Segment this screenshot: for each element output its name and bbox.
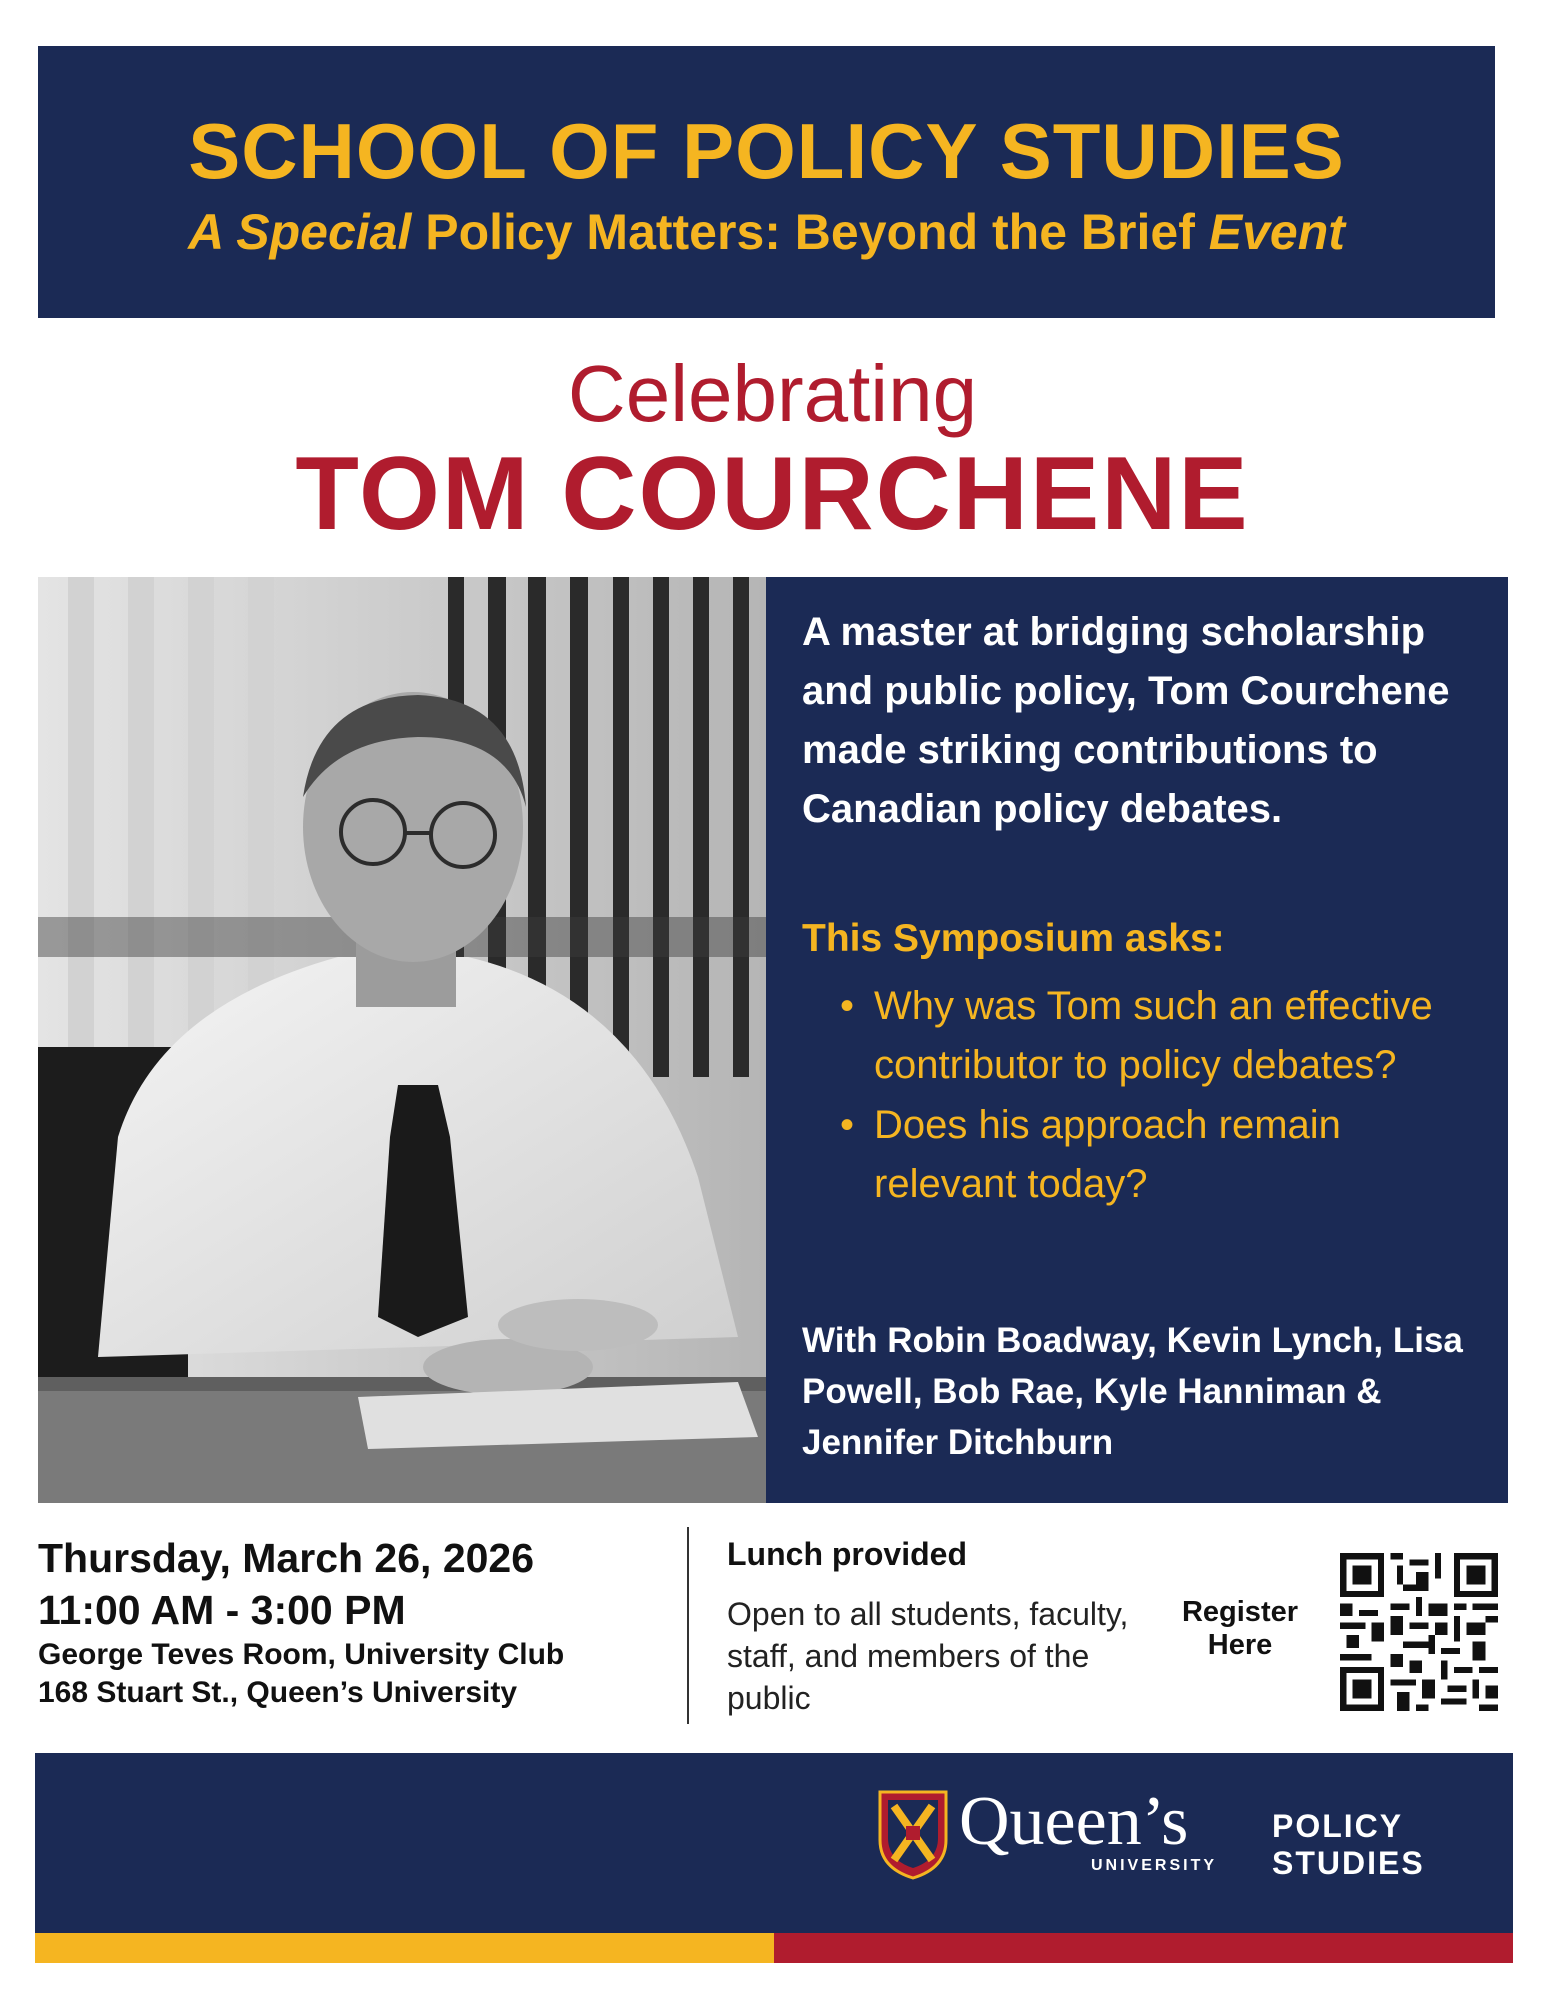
red-stripe: [774, 1933, 1513, 1963]
list-item: [802, 1096, 1482, 1214]
university-label: UNIVERSITY: [1091, 1857, 1218, 1874]
bullet-icon: •: [840, 984, 855, 1028]
header-title: SCHOOL OF POLICY STUDIES: [188, 107, 1345, 195]
subtitle-series: Policy Matters: Beyond the Brief: [411, 204, 1209, 260]
celebrating-heading: Celebrating: [567, 349, 978, 438]
subtitle-event: Event: [1208, 204, 1345, 260]
portrait-photo: [38, 577, 766, 1503]
queens-wordmark: Queen’s: [959, 1783, 1189, 1860]
asks-heading: This Symposium asks:: [802, 917, 1225, 960]
unit-name-line2: STUDIES: [1272, 1845, 1425, 1881]
qr-code-icon[interactable]: [1340, 1553, 1498, 1711]
list-item: [802, 977, 1482, 1095]
crest-icon: [878, 1790, 948, 1880]
event-address: 168 Stuart St., Queen’s University: [38, 1676, 518, 1709]
header-subtitle: [38, 203, 1495, 261]
gold-stripe: [35, 1933, 774, 1963]
lunch-note: Lunch provided: [727, 1536, 967, 1572]
bullet-icon: •: [840, 1103, 855, 1147]
footer-banner: [35, 1753, 1513, 1933]
speakers-text: With Robin Boadway, Kevin Lynch, Lisa Powell, Bob Rae, Kyle Hanniman & Jennifer Ditchburn: [802, 1321, 1463, 1462]
event-date: Thursday, March 26, 2026: [38, 1535, 535, 1581]
details-divider: [687, 1527, 689, 1724]
unit-name-line1: POLICY: [1272, 1808, 1404, 1844]
audience-note: Open to all students, faculty, staff, and members of the public: [727, 1596, 1129, 1716]
header-banner: [38, 46, 1495, 318]
event-time: 11:00 AM - 3:00 PM: [38, 1587, 406, 1633]
ask-text: Why was Tom such an effective contributor to policy debates?: [874, 984, 1433, 1087]
event-venue: George Teves Room, University Club: [38, 1638, 565, 1671]
asks-list: [802, 977, 1482, 1215]
info-panel: [766, 577, 1508, 1503]
register-label: Register Here: [1181, 1596, 1299, 1661]
honoree-name: TOM COURCHENE: [295, 436, 1250, 552]
ask-text: Does his approach remain relevant today?: [874, 1103, 1341, 1206]
intro-text: A master at bridging scholarship and public policy, Tom Courchene made striking contributions to Canadian policy debates.: [802, 610, 1450, 831]
subtitle-special: A Special: [188, 204, 412, 260]
